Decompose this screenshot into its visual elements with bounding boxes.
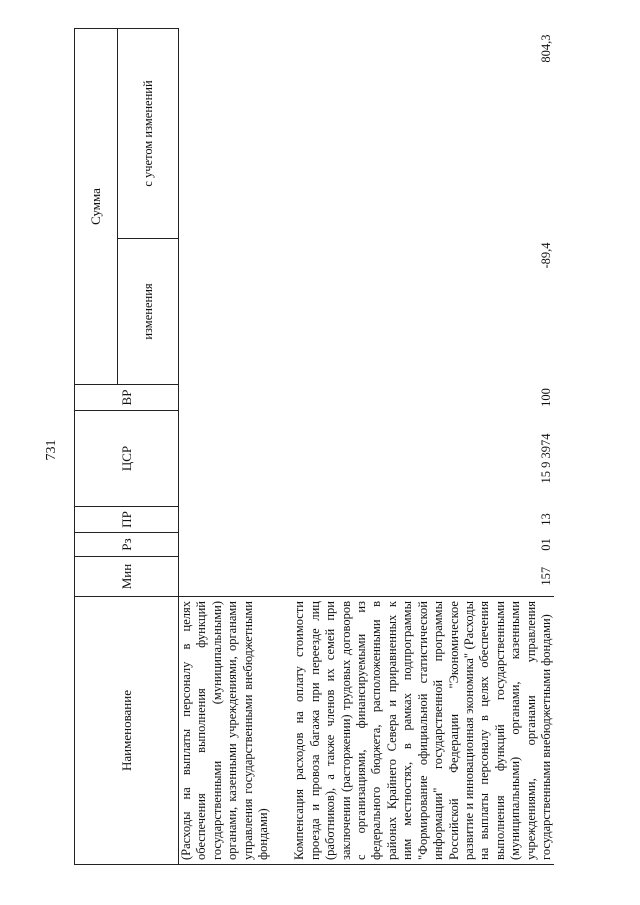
row-vr: 100 (539, 388, 554, 407)
row-name: (Расходы на выплаты персоналу в целях обеспечения выполнения функций государственными (муниципальными) органами, казенными учреждениями, органами управления государственными внебюджетными фондами) (179, 597, 272, 865)
header-with-changes: с учетом изменений (118, 29, 179, 239)
row-pr: 13 (539, 513, 554, 526)
row-change (179, 239, 272, 385)
header-pr: ПР (75, 507, 179, 533)
header-min: Мин (75, 557, 179, 597)
header-vr: ВР (75, 385, 179, 411)
row-with-changes (179, 29, 272, 239)
row-gap-cell (271, 597, 289, 865)
header-csr: ЦСР (75, 411, 179, 507)
budget-table (74, 28, 554, 865)
header-sum: Сумма (75, 29, 118, 385)
header-rz: Рз (75, 533, 179, 557)
header-name: Наименование (75, 597, 179, 865)
row-min: 157 (539, 566, 554, 586)
row-change: -89,4 (539, 242, 554, 269)
row-rz (179, 533, 272, 557)
header-change: изменения (118, 239, 179, 385)
row-rz: 01 (539, 538, 554, 551)
row-csr: 15 9 3974 (539, 433, 554, 484)
row-pr (179, 507, 272, 533)
row-vr (179, 385, 272, 411)
row-min (179, 557, 272, 597)
row-name: Компенсация расходов на оплату стоимости проезда и провоза багажа при переезде лиц (работников), а также членов их семей при заключении (расторжении) трудовых договоров с организациями, финансируемыми из федерального бюджета, расположенными в районах Крайнего Севера и приравненных к ним местностях, в рамках подпрограммы "Формирование официальной статистической информации" государственной программы Российской Федерации "Экономическое развитие и инновационная экономика" (Расходы на выплаты персоналу в целях обеспечения выполнения функций государственными (муниципальными) органами, казенными учреждениями, органами управления государственными внебюджетными фондами) (289, 597, 554, 865)
table-row (289, 29, 554, 865)
table-row (179, 29, 272, 865)
row-gap (271, 29, 289, 865)
page-number: 731 (44, 439, 59, 461)
row-with-changes: 804,3 (539, 34, 554, 63)
row-csr (179, 411, 272, 507)
